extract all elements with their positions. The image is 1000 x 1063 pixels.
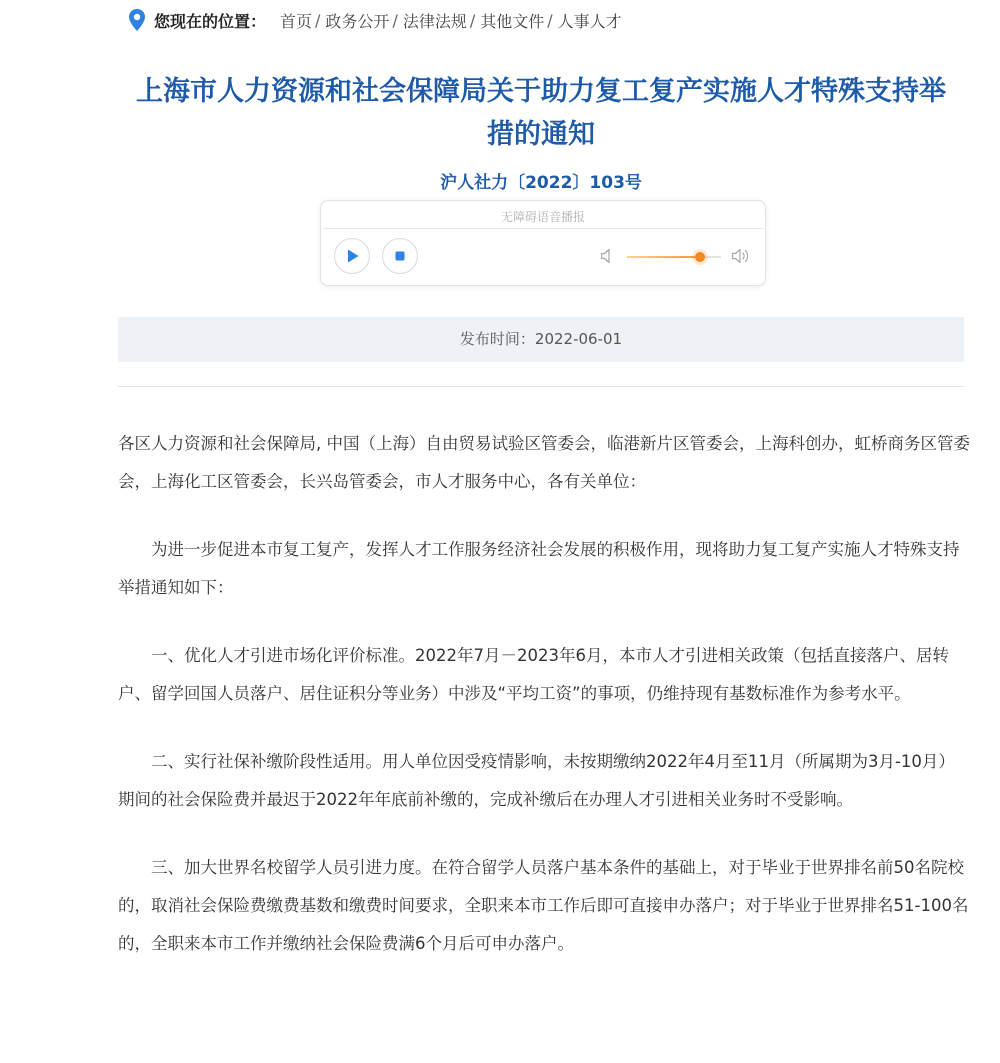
publish-date: 2022-06-01 [534,330,623,348]
play-button[interactable] [334,238,370,274]
breadcrumb-separator: / [547,10,553,30]
breadcrumb [128,8,622,32]
volume-high-icon[interactable] [731,247,751,265]
breadcrumb-gov-affairs[interactable]: 政务公开 [325,11,390,31]
breadcrumb-separator: / [315,10,321,30]
breadcrumb-laws[interactable]: 法律法规 [402,11,467,31]
audio-player [320,200,766,286]
title-line-1: 上海市人力资源和社会保障局关于助力复工复产实施人才特殊支持举 [136,76,946,107]
stop-icon [383,239,417,273]
title-line-2: 措的通知 [487,119,595,150]
salutation-paragraph: 各区人力资源和社会保障局, 中国（上海）自由贸易试验区管委会，临港新片区管委会，上海科创办，虹桥商务区管委会，上海化工区管委会，长兴岛管委会，市人才服务中心，各有关单位： [118,434,970,491]
volume-knob[interactable] [695,252,705,262]
breadcrumb-lead: 您现在的位置： [154,11,267,31]
page-title [118,70,964,156]
volume-slider[interactable] [627,256,721,258]
volume-low-icon[interactable] [600,248,614,264]
article-paragraph-1: 一、优化人才引进市场化评价标准。2022年7月－2023年6月，本市人才引进相关政策（包括直接落户、居转户、留学回国人员落户、居住证积分等业务）中涉及“平均工资”的事项，仍维持现有基数标准作为参考水平。 [118,646,949,703]
article-paragraph-2: 二、实行社保补缴阶段性适用。用人单位因受疫情影响，未按期缴纳2022年4月至11月（所属期为3月-10月）期间的社会保险费并最迟于2022年年底前补缴的，完成补缴后在办理人才引进相关业务时不受影响。 [118,752,955,809]
divider [118,386,964,387]
publish-label: 发布时间： [459,330,535,348]
breadcrumb-other-files[interactable]: 其他文件 [480,11,545,31]
progress-bar[interactable] [323,228,763,229]
breadcrumb-separator: / [392,10,398,30]
article-body [118,425,970,993]
player-title: 无障碍语音播报 [500,210,585,224]
breadcrumb-separator: / [469,10,476,30]
intro-paragraph: 为进一步促进本市复工复产，发挥人才工作服务经济社会发展的积极作用，现将助力复工复产实施人才特殊支持举措通知如下： [118,540,960,597]
play-icon [335,239,369,273]
document-number: 沪人社力〔2022〕103号 [440,173,642,193]
breadcrumb-personnel[interactable]: 人事人才 [557,11,622,31]
location-pin-icon [128,9,146,31]
article-paragraph-3: 三、加大世界名校留学人员引进力度。在符合留学人员落户基本条件的基础上，对于毕业于世界排名前50名院校的，取消社会保险费缴费基数和缴费时间要求，全职来本市工作后即可直接申办落户；对于毕业于世界排名51-100名的，全职来本市工作并缴纳社会保险费满6个月后可申办落户。 [118,858,969,953]
volume-fill [627,256,700,258]
publish-bar [118,317,964,362]
stop-button[interactable] [382,238,418,274]
breadcrumb-home[interactable]: 首页 [280,11,313,31]
